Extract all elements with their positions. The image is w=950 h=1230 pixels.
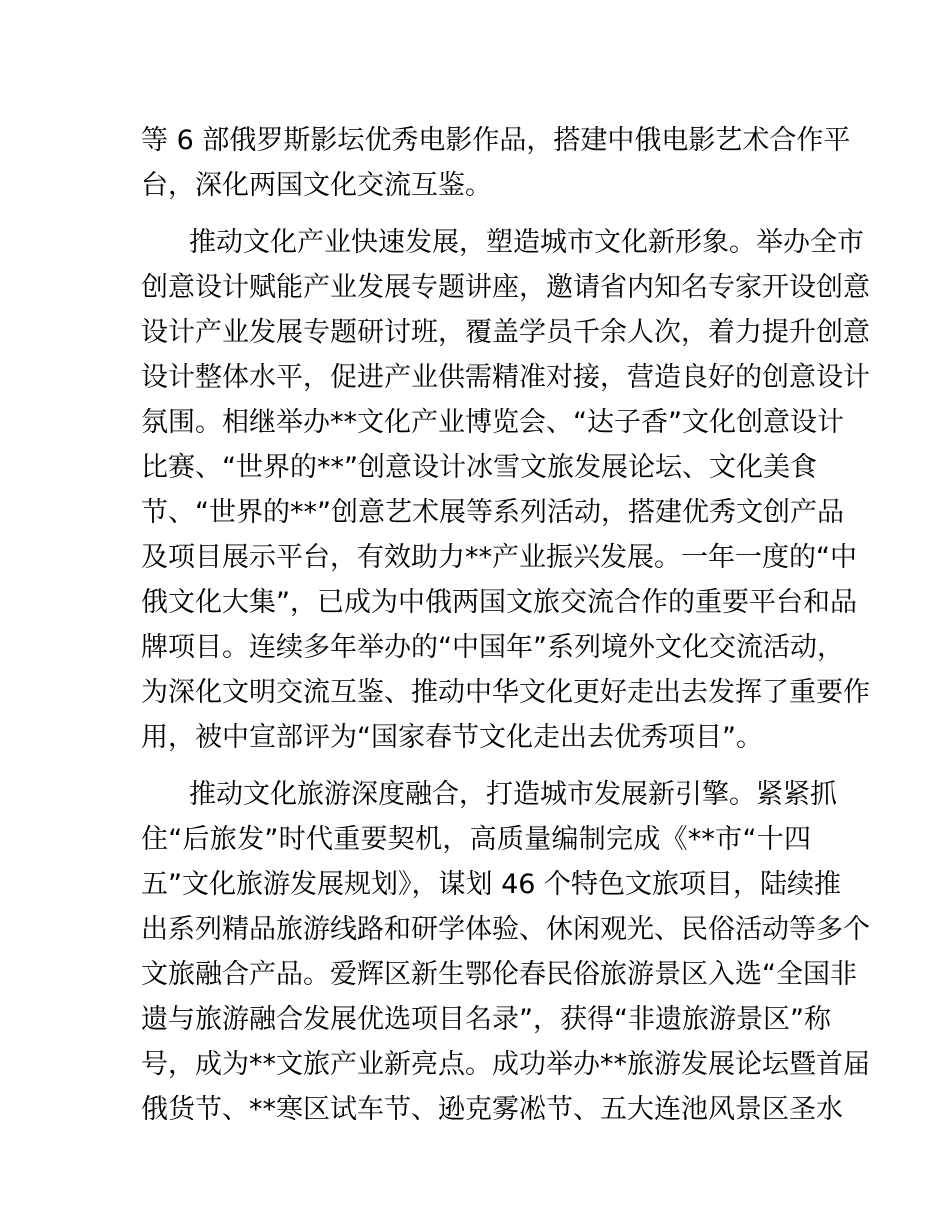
text-line: 遗与旅游融合发展优选项目名录”，获得“非遗旅游景区”称 [141,1004,831,1035]
text-line: 节、“世界的**”创意艺术展等系列活动，搭建优秀文创产品 [141,497,844,528]
text-line: 文旅融合产品。爱辉区新生鄂伦春民俗旅游景区入选“全国非 [141,959,857,990]
text-line: 设计产业发展专题研讨班，覆盖学员千余人次，着力提升创意 [141,317,870,348]
paragraph-1 [141,118,851,208]
text-line: 台，深化两国文化交流互鉴。 [141,170,492,201]
text-line: 为深化文明交流互鉴、推动中华文化更好走出去发挥了重要作 [141,677,870,708]
text-line: 牌项目。连续多年举办的“中国年”系列境外文化交流活动， [141,632,844,663]
text-line: 设计整体水平，促进产业供需精准对接，营造良好的创意设计 [141,362,870,393]
text-line: 号，成为**文旅产业新亮点。成功举办**旅游发展论坛暨首届 [141,1049,870,1080]
text-line: 推动文化旅游深度融合，打造城市发展新引擎。紧紧抓 [189,779,837,810]
text-line: 及项目展示平台，有效助力**产业振兴发展。一年一度的“中 [141,542,857,573]
document-body [141,118,870,1144]
text-line: 推动文化产业快速发展，塑造城市文化新形象。举办全市 [189,227,864,258]
paragraph-2 [141,220,870,760]
text-line: 比赛、“世界的**”创意设计冰雪文旅发展论坛、文化美食 [141,452,817,483]
text-line: 氛围。相继举办**文化产业博览会、“达子香”文化创意设计 [141,407,844,438]
text-line: 俄文化大集”，已成为中俄两国文旅交流合作的重要平台和品 [141,587,857,618]
text-line: 等 6 部俄罗斯影坛优秀电影作品，搭建中俄电影艺术合作平 [141,125,851,156]
text-line: 住“后旅发”时代重要契机，高质量编制完成《**市“十四 [141,824,811,855]
text-line: 俄货节、**寒区试车节、逊克雾凇节、五大连池风景区圣水 [141,1094,843,1125]
text-line: 用，被中宣部评为“国家春节文化走出去优秀项目”。 [141,722,763,753]
text-line: 创意设计赋能产业发展专题讲座，邀请省内知名专家开设创意 [141,272,870,303]
text-line: 出系列精品旅游线路和研学体验、休闲观光、民俗活动等多个 [141,914,870,945]
text-line: 五”文化旅游发展规划》，谋划 46 个特色文旅项目，陆续推 [141,869,842,900]
paragraph-3 [141,772,870,1132]
